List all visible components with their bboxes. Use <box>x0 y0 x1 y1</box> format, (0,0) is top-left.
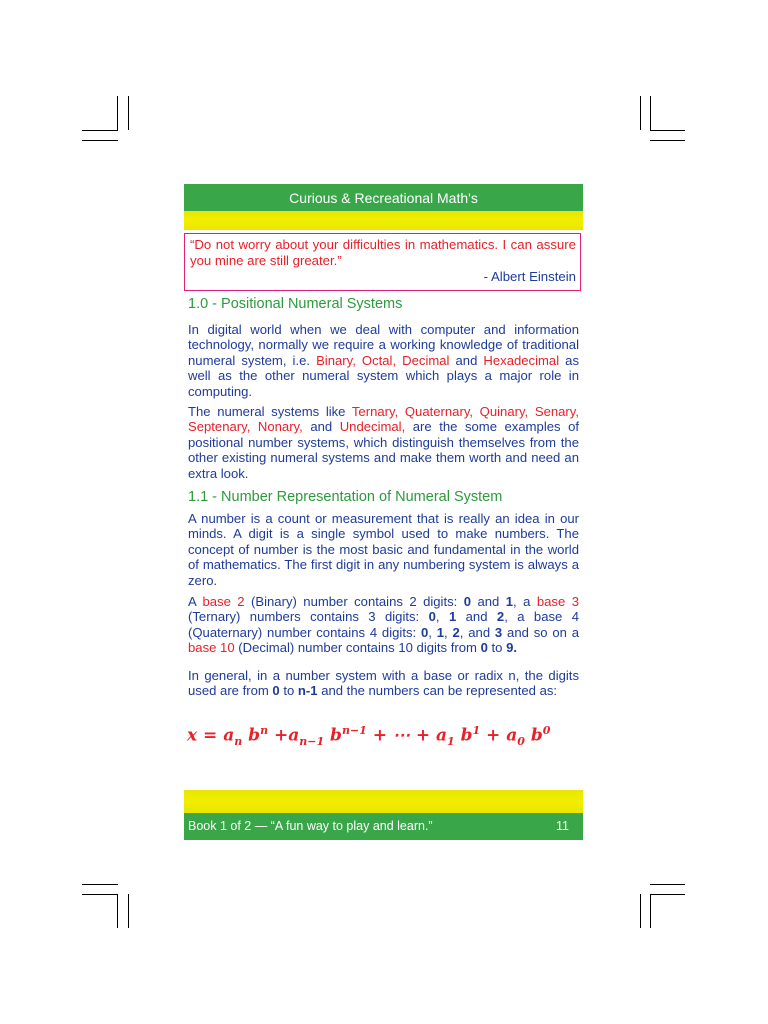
formula-sub: n <box>234 735 243 749</box>
formula-sub: 1 <box>447 735 455 749</box>
section-heading-1-1: 1.1 - Number Representation of Numeral System <box>188 489 503 505</box>
quote-box <box>184 233 581 291</box>
digit: 1 <box>436 624 445 640</box>
text-span: (Binary) number contains 2 digits: <box>244 594 464 609</box>
formula-op: + <box>486 725 501 746</box>
crop-mark <box>128 894 129 928</box>
crop-mark <box>650 884 685 885</box>
formula-sup: n <box>260 724 269 737</box>
formula-term: a <box>435 725 447 746</box>
paragraph-general-representation <box>188 668 579 699</box>
positional-formula <box>187 724 583 756</box>
text-span: (Decimal) number contains 10 digits from <box>234 640 481 656</box>
digit: 0 <box>480 640 488 656</box>
crop-mark <box>82 140 118 141</box>
text-span: , and <box>459 624 495 640</box>
formula-sup: 0 <box>542 724 551 737</box>
digit: 0 <box>420 624 429 640</box>
text-span: , <box>428 624 437 640</box>
crop-mark <box>117 894 118 928</box>
quote-text: “Do not worry about your difficulties in mathematics. I can assure you mine are still greater.” <box>190 237 576 268</box>
footer-bar <box>184 813 583 840</box>
highlight-span: base 10 <box>188 640 235 656</box>
formula-term: a <box>506 725 518 746</box>
crop-mark <box>640 894 641 928</box>
digit: 1 <box>448 609 457 625</box>
paragraph-numeral-systems <box>188 322 579 399</box>
formula-term: b <box>530 725 543 746</box>
digit: 2 <box>496 609 505 625</box>
text-span: (Ternary) numbers contains 3 digits: <box>188 609 429 625</box>
crop-mark <box>82 130 118 131</box>
formula-op: + <box>273 725 289 746</box>
crop-mark <box>650 96 651 130</box>
digit: 3 <box>494 624 503 640</box>
crop-mark <box>117 96 118 130</box>
crop-mark <box>82 894 118 895</box>
crop-mark <box>650 894 651 928</box>
text-span: A <box>188 594 203 609</box>
section-heading-1-0: 1.0 - Positional Numeral Systems <box>188 296 403 312</box>
paragraph-number-definition: A number is a count or measurement that is really an idea in our minds. A digit is a single symbol used to make numbers. The concept of number is the most basic and fundamental in the world of mathematics. The first digit in any numbering system is always a zero. <box>188 511 579 588</box>
formula-lhs: x = <box>187 725 218 746</box>
text-span: to <box>487 640 507 656</box>
formula-sup: 1 <box>472 724 481 737</box>
formula-term: a <box>223 725 235 746</box>
digit: n-1 <box>297 683 318 699</box>
formula-term: b <box>248 725 261 746</box>
formula-op: + ⋯ + <box>372 725 431 746</box>
text-span: to <box>279 683 298 699</box>
crop-mark <box>650 140 685 141</box>
digit: 0 <box>272 683 280 699</box>
digit: 0 <box>428 609 436 625</box>
highlight-span: Binary, Octal, Decimal <box>316 352 450 368</box>
highlight-span: base 2 <box>202 594 245 609</box>
digit: 0 <box>463 594 472 609</box>
text-span: In general, in a number system with a base or radix n, the digits used are from <box>188 668 579 699</box>
formula-term: b <box>460 725 473 746</box>
header-bar <box>184 184 583 211</box>
crop-mark <box>650 130 685 131</box>
text-span: and <box>471 594 506 609</box>
footer-text: Book 1 of 2 — “A fun way to play and learn.” <box>188 819 433 833</box>
text-span: and <box>456 609 497 625</box>
crop-mark <box>82 884 118 885</box>
header-yellow-band <box>184 211 583 230</box>
formula-sub: 0 <box>517 735 525 749</box>
highlight-span: Ternary, Quaternary, Quinary, Senary, Septenary, Nonary, <box>188 404 579 435</box>
crop-mark <box>128 96 129 130</box>
digit: 9. <box>506 640 517 656</box>
text-span: and the numbers can be represented as: <box>317 683 558 699</box>
text-span: and so on a <box>502 624 580 640</box>
text-span: , <box>435 609 449 625</box>
highlight-span: Undecimal, <box>339 419 406 435</box>
digit: 2 <box>452 624 460 640</box>
highlight-span: Hexadecimal <box>483 352 560 368</box>
text-span: , a <box>513 594 537 609</box>
text-span: , <box>444 624 453 640</box>
page-number: 11 <box>556 819 569 833</box>
formula-sub: n−1 <box>299 735 325 749</box>
text-span: as well as the other numeral system which plays a major role in computing. <box>188 352 579 399</box>
page-title: Curious & Recreational Math's <box>289 189 478 206</box>
footer-yellow-band <box>184 790 583 813</box>
text-span: are the some examples of positional number systems, which distinguish themselves from the other existing numeral systems and make them worth and need an extra look. <box>188 419 580 481</box>
crop-mark <box>650 894 685 895</box>
paragraph-positional-examples <box>188 404 579 481</box>
crop-mark <box>640 96 641 130</box>
highlight-span: base 3 <box>536 594 579 609</box>
text-span: , a base 4 (Quaternary) number contains 4 digits: <box>188 609 579 640</box>
formula-term: a <box>288 725 300 746</box>
formula-sup: n−1 <box>341 724 367 737</box>
formula-term: b <box>330 725 342 746</box>
quote-author: - Albert Einstein <box>483 269 576 284</box>
text-span: In digital world when we deal with computer and information technology, normally we require a working knowledge of traditional numeral system, i.e. <box>188 322 579 368</box>
paragraph-base-digits <box>188 594 579 656</box>
text-span: and <box>449 352 484 368</box>
digit: 1 <box>505 594 514 609</box>
text-span: The numeral systems like <box>188 404 352 419</box>
text-span: and <box>302 419 340 435</box>
